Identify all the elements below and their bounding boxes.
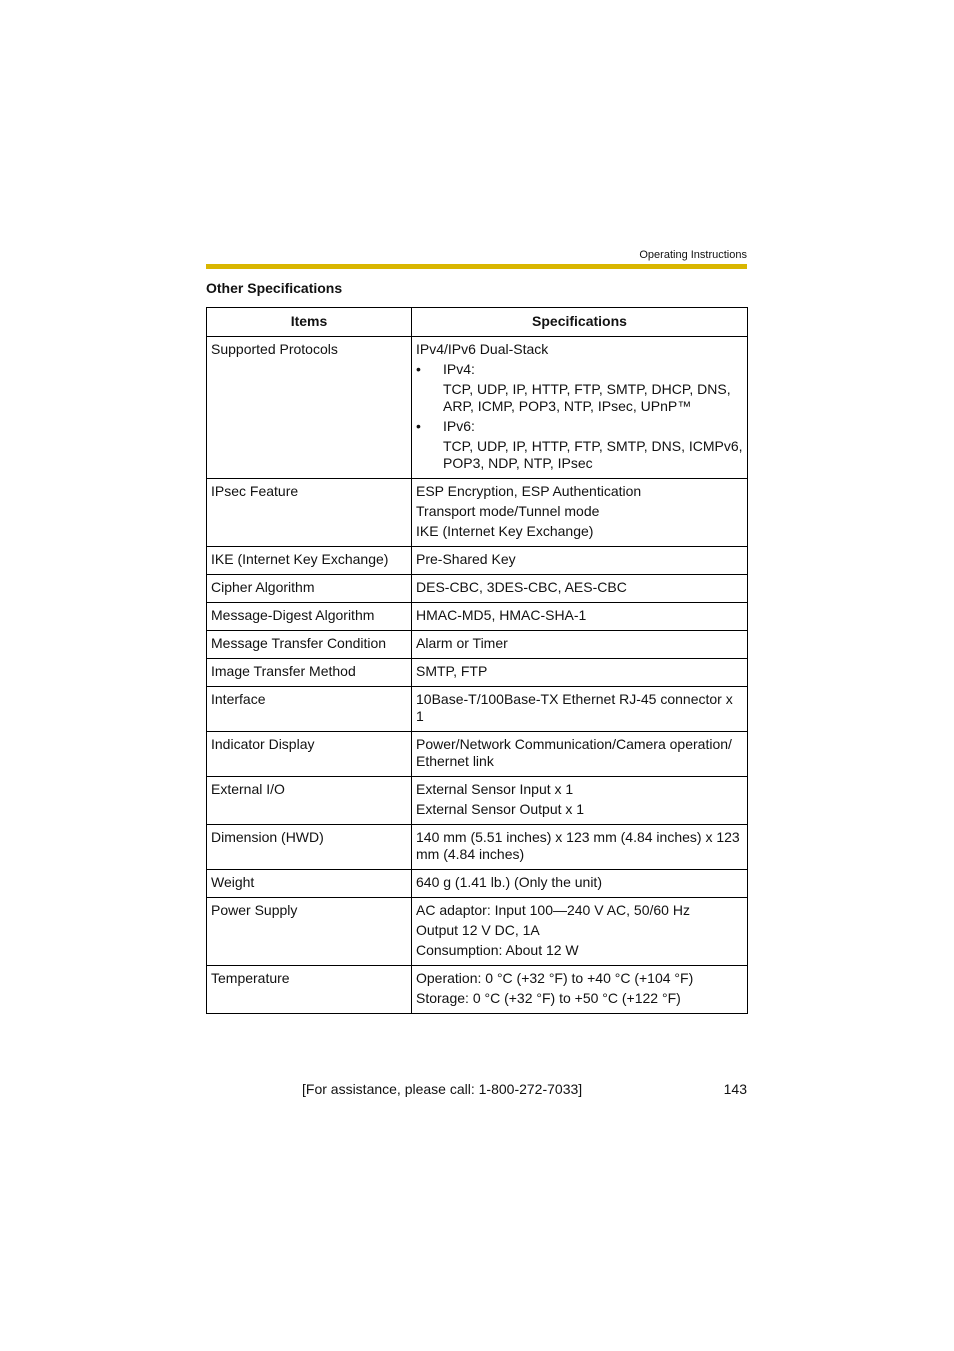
row-item: External I/O (207, 777, 412, 825)
row-spec (412, 898, 748, 966)
table-row (207, 659, 748, 687)
spec-line: ESP Encryption, ESP Authentication (416, 483, 642, 499)
table-row (207, 777, 748, 825)
spec-bullet-detail: TCP, UDP, IP, HTTP, FTP, SMTP, DHCP, DNS, ARP, ICMP, POP3, NTP, IPsec, UPnP™ (443, 381, 731, 414)
table-header-row (207, 308, 748, 337)
table-row (207, 603, 748, 631)
spec-line: Pre-Shared Key (416, 551, 516, 567)
column-header-items: Items (207, 308, 412, 337)
spec-line: IKE (Internet Key Exchange) (416, 523, 594, 539)
spec-line: Power/Network Communication/Camera operation/ Ethernet link (416, 736, 732, 769)
spec-line: Output 12 V DC, 1A (416, 922, 540, 938)
row-item: Temperature (207, 966, 412, 1014)
row-spec (412, 966, 748, 1014)
assistance-footer: [For assistance, please call: 1-800-272-7033] (302, 1081, 583, 1097)
header-rule (206, 264, 747, 269)
row-spec (412, 547, 748, 575)
table-row (207, 825, 748, 870)
spec-line: Transport mode/Tunnel mode (416, 503, 600, 519)
row-item: Message Transfer Condition (207, 631, 412, 659)
spec-line: SMTP, FTP (416, 663, 488, 679)
spec-line: Consumption: About 12 W (416, 942, 579, 958)
row-item: Power Supply (207, 898, 412, 966)
table-row (207, 898, 748, 966)
row-spec (412, 631, 748, 659)
row-spec (412, 687, 748, 732)
table-row (207, 631, 748, 659)
spec-line: DES-CBC, 3DES-CBC, AES-CBC (416, 579, 627, 595)
table-row (207, 547, 748, 575)
table-row (207, 732, 748, 777)
table-row (207, 687, 748, 732)
table-row (207, 870, 748, 898)
section-title: Other Specifications (206, 280, 343, 296)
row-item: Weight (207, 870, 412, 898)
spec-line: 140 mm (5.51 inches) x 123 mm (4.84 inches) x 123 mm (4.84 inches) (416, 829, 740, 862)
row-spec (412, 659, 748, 687)
spec-line: HMAC-MD5, HMAC-SHA-1 (416, 607, 587, 623)
spec-line: Operation: 0 °C (+32 °F) to +40 °C (+104 °F) (416, 970, 694, 986)
table-row (207, 966, 748, 1014)
spec-bullet: • IPv4: (416, 361, 743, 378)
row-item: IKE (Internet Key Exchange) (207, 547, 412, 575)
spec-line: Alarm or Timer (416, 635, 508, 651)
spec-line: External Sensor Input x 1 (416, 781, 574, 797)
spec-line: 10Base-T/100Base-TX Ethernet RJ-45 connector x 1 (416, 691, 733, 724)
running-header: Operating Instructions (639, 249, 747, 261)
row-spec (412, 870, 748, 898)
column-header-specifications: Specifications (412, 308, 748, 337)
row-item: Supported Protocols (207, 337, 412, 479)
table-row (207, 337, 748, 479)
row-spec (412, 575, 748, 603)
row-item: Indicator Display (207, 732, 412, 777)
spec-line: AC adaptor: Input 100—240 V AC, 50/60 Hz (416, 902, 690, 918)
page-number: 143 (723, 1081, 747, 1097)
spec-line: IPv4/IPv6 Dual-Stack (416, 341, 549, 357)
row-spec (412, 337, 748, 479)
table-row (207, 479, 748, 547)
row-spec (412, 825, 748, 870)
row-spec (412, 777, 748, 825)
row-item: IPsec Feature (207, 479, 412, 547)
row-item: Message-Digest Algorithm (207, 603, 412, 631)
row-item: Cipher Algorithm (207, 575, 412, 603)
row-spec (412, 603, 748, 631)
row-item: Interface (207, 687, 412, 732)
row-item: Image Transfer Method (207, 659, 412, 687)
row-item: Dimension (HWD) (207, 825, 412, 870)
specifications-table (206, 307, 748, 1014)
spec-bullet: • IPv6: (416, 418, 743, 435)
spec-line: Storage: 0 °C (+32 °F) to +50 °C (+122 °F) (416, 990, 681, 1006)
spec-line: External Sensor Output x 1 (416, 801, 585, 817)
row-spec (412, 732, 748, 777)
table-row (207, 575, 748, 603)
spec-bullet-detail: TCP, UDP, IP, HTTP, FTP, SMTP, DNS, ICMPv6, POP3, NDP, NTP, IPsec (443, 438, 743, 471)
row-spec (412, 479, 748, 547)
spec-line: 640 g (1.41 lb.) (Only the unit) (416, 874, 602, 890)
